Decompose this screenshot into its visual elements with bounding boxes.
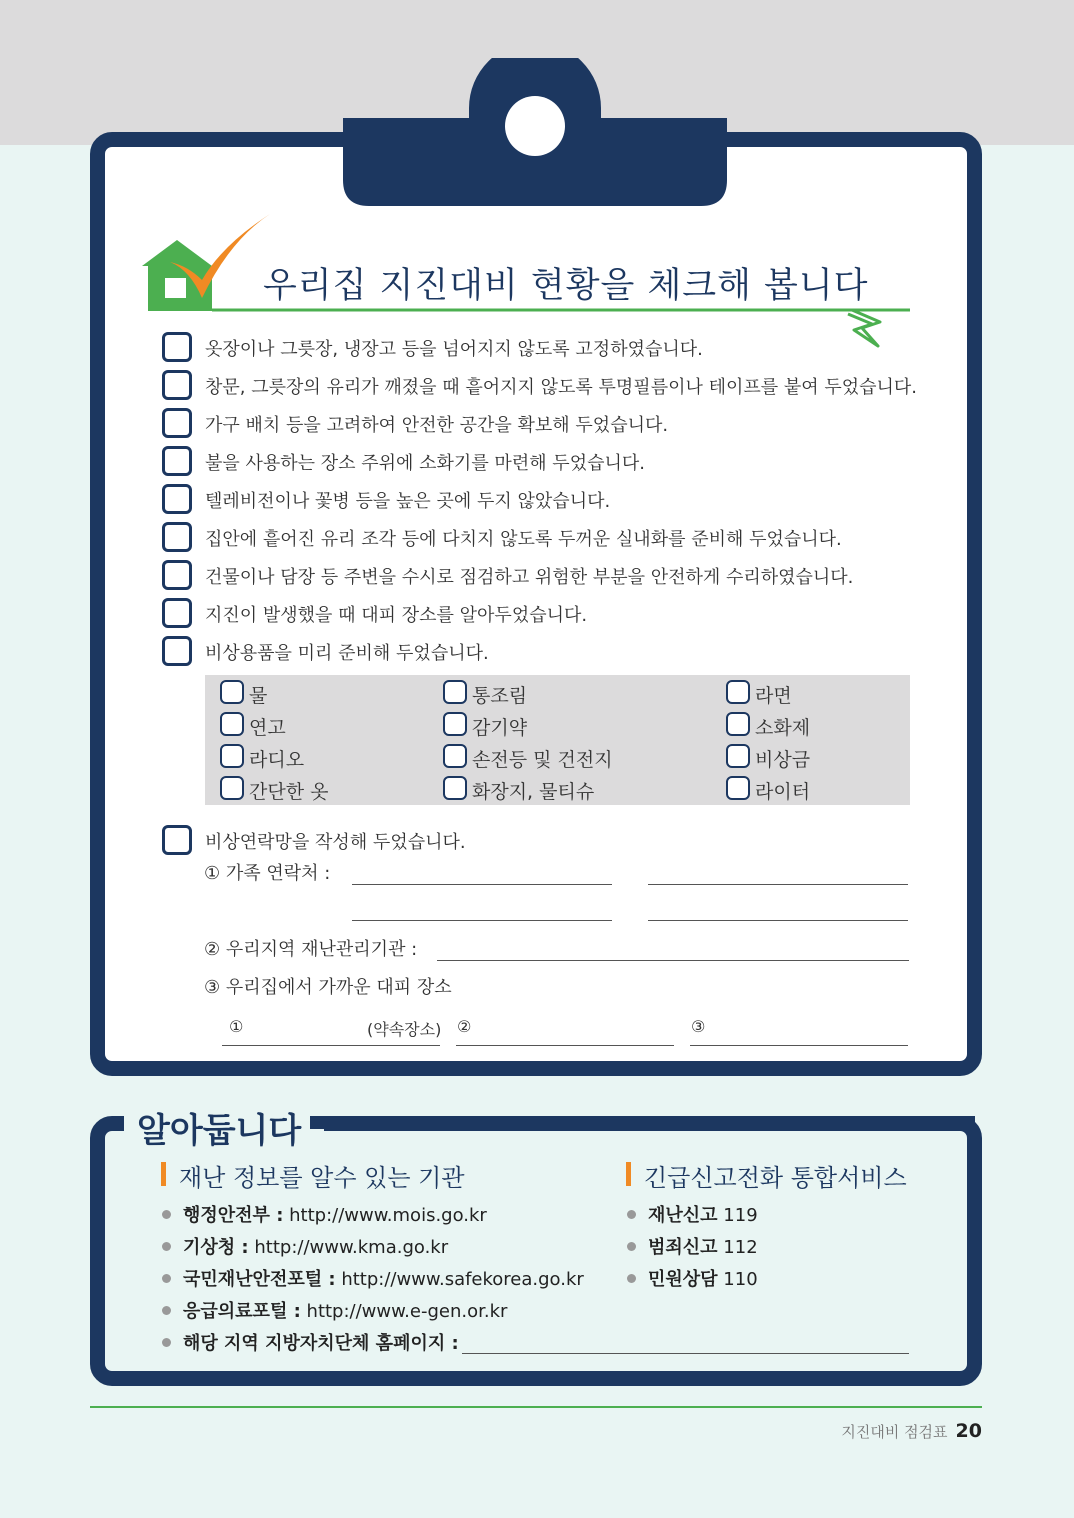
shelter-3-field[interactable] xyxy=(690,1045,908,1046)
checkbox[interactable] xyxy=(220,680,244,704)
hotline-list-item xyxy=(627,1201,758,1227)
checkbox[interactable] xyxy=(162,484,192,514)
agency-list-item xyxy=(162,1265,584,1291)
checklist-label: 가구 배치 등을 고려하여 안전한 공간을 확보해 두었습니다. xyxy=(205,415,669,436)
hotline-number[interactable]: 119 xyxy=(723,1205,758,1226)
checkbox[interactable] xyxy=(162,636,192,666)
supply-label: 간단한 옷 xyxy=(249,781,329,803)
supply-label: 물 xyxy=(249,685,268,707)
shelter-label: ③ 우리집에서 가까운 대피 장소 xyxy=(204,977,452,998)
agency-name: 국민재난안전포털 : xyxy=(183,1269,336,1290)
crack-icon xyxy=(848,310,880,346)
supply-label: 라면 xyxy=(755,685,792,707)
checkbox[interactable] xyxy=(162,598,192,628)
hotline-list-item xyxy=(627,1233,758,1259)
supply-label: 통조림 xyxy=(472,685,528,707)
supply-label: 라디오 xyxy=(249,749,305,771)
family-contact-field[interactable] xyxy=(352,884,612,885)
local-homepage-field[interactable] xyxy=(462,1353,909,1354)
checklist-label: 옷장이나 그릇장, 냉장고 등을 넘어지지 않도록 고정하였습니다. xyxy=(205,339,703,360)
bullet-icon xyxy=(162,1210,171,1219)
info-title: 알아둡니다 xyxy=(137,1111,302,1151)
checklist-label: 불을 사용하는 장소 주위에 소화기를 마련해 두었습니다. xyxy=(205,453,645,474)
checkbox[interactable] xyxy=(443,744,467,768)
hotline-number[interactable]: 112 xyxy=(723,1237,758,1258)
agency-url[interactable]: http://www.kma.go.kr xyxy=(254,1237,449,1258)
checkbox[interactable] xyxy=(726,744,750,768)
family-contact-field[interactable] xyxy=(352,920,612,921)
supply-label: 화장지, 물티슈 xyxy=(472,781,595,803)
agency-url[interactable]: http://www.e-gen.or.kr xyxy=(306,1301,508,1322)
agency-label: ② 우리지역 재난관리기관 : xyxy=(204,939,418,960)
agency-list-item xyxy=(162,1297,507,1323)
family-contact-field[interactable] xyxy=(648,884,908,885)
shelter-1-label: ① xyxy=(229,1017,244,1036)
supply-label: 연고 xyxy=(249,717,286,739)
shelter-2-field[interactable] xyxy=(456,1045,674,1046)
supply-label: 소화제 xyxy=(755,717,811,739)
checkbox[interactable] xyxy=(443,712,467,736)
footer-divider xyxy=(90,1406,982,1408)
checkbox[interactable] xyxy=(162,560,192,590)
shelter-2-label: ② xyxy=(457,1017,472,1036)
agency-field[interactable] xyxy=(437,960,909,961)
checkbox[interactable] xyxy=(726,776,750,800)
bullet-icon xyxy=(162,1274,171,1283)
checkbox[interactable] xyxy=(726,680,750,704)
clipboard-clip xyxy=(343,58,727,206)
checkbox[interactable] xyxy=(726,712,750,736)
checkbox[interactable] xyxy=(162,370,192,400)
checklist-label: 비상연락망을 작성해 두었습니다. xyxy=(205,832,466,853)
checklist-label: 비상용품을 미리 준비해 두었습니다. xyxy=(205,643,489,664)
checkbox[interactable] xyxy=(162,522,192,552)
agency-name: 행정안전부 : xyxy=(183,1205,284,1226)
supply-label: 손전등 및 건전지 xyxy=(472,749,613,771)
hotline-name: 재난신고 xyxy=(648,1205,718,1226)
house-icon xyxy=(142,240,212,311)
checkbox[interactable] xyxy=(162,332,192,362)
right-section-heading: 긴급신고전화 통합서비스 xyxy=(644,1164,907,1192)
bullet-icon xyxy=(627,1242,636,1251)
agency-list-item xyxy=(162,1233,448,1259)
supply-label: 라이터 xyxy=(755,781,811,803)
section-marker xyxy=(161,1162,166,1186)
shelter-1-note: (약속장소) xyxy=(367,1020,442,1039)
bullet-icon xyxy=(627,1210,636,1219)
agency-list-item xyxy=(162,1329,459,1355)
checkbox[interactable] xyxy=(162,408,192,438)
checklist-label: 건물이나 담장 등 주변을 수시로 점검하고 위험한 부분을 안전하게 수리하였습니다. xyxy=(205,567,854,588)
agency-name: 기상청 : xyxy=(183,1237,249,1258)
checklist-label: 텔레비전이나 꽃병 등을 높은 곳에 두지 않았습니다. xyxy=(205,491,611,512)
agency-list-item xyxy=(162,1201,487,1227)
page-number: 20 xyxy=(955,1420,982,1442)
family-contact-field[interactable] xyxy=(648,920,908,921)
checklist-label: 창문, 그릇장의 유리가 깨졌을 때 흩어지지 않도록 투명필름이나 테이프를 붙여 두었습니다. xyxy=(205,377,918,398)
hotline-list-item xyxy=(627,1265,758,1291)
agency-name: 응급의료포털 : xyxy=(183,1301,301,1322)
info-title-bar xyxy=(310,1116,975,1129)
checkbox[interactable] xyxy=(443,776,467,800)
bullet-icon xyxy=(162,1338,171,1347)
agency-url[interactable]: http://www.safekorea.go.kr xyxy=(341,1269,584,1290)
shelter-3-label: ③ xyxy=(691,1017,706,1036)
agency-url[interactable]: http://www.mois.go.kr xyxy=(289,1205,487,1226)
checkbox[interactable] xyxy=(162,446,192,476)
supply-label: 비상금 xyxy=(755,749,811,771)
footer xyxy=(841,1420,982,1442)
supply-label: 감기약 xyxy=(472,717,528,739)
hotline-name: 범죄신고 xyxy=(648,1237,718,1258)
family-contact-label: ① 가족 연락처 : xyxy=(204,863,331,884)
checklist-label: 집안에 흩어진 유리 조각 등에 다치지 않도록 두꺼운 실내화를 준비해 두었습니다. xyxy=(205,529,842,550)
bullet-icon xyxy=(162,1306,171,1315)
checkbox[interactable] xyxy=(443,680,467,704)
page-title: 우리집 지진대비 현황을 체크해 봅니다 xyxy=(263,266,869,306)
footer-label: 지진대비 점검표 xyxy=(841,1423,948,1441)
checklist-label: 지진이 발생했을 때 대피 장소를 알아두었습니다. xyxy=(205,605,588,626)
hotline-name: 민원상담 xyxy=(648,1269,718,1290)
checkbox[interactable] xyxy=(220,712,244,736)
checkbox[interactable] xyxy=(220,744,244,768)
shelter-1-field[interactable] xyxy=(222,1045,440,1046)
bullet-icon xyxy=(627,1274,636,1283)
bullet-icon xyxy=(162,1242,171,1251)
checkbox[interactable] xyxy=(162,825,192,855)
agency-name: 해당 지역 지방자치단체 홈페이지 : xyxy=(183,1333,459,1354)
hotline-number[interactable]: 110 xyxy=(723,1269,758,1290)
section-marker xyxy=(626,1162,631,1186)
checkbox[interactable] xyxy=(220,776,244,800)
left-section-heading: 재난 정보를 알수 있는 기관 xyxy=(179,1164,465,1192)
